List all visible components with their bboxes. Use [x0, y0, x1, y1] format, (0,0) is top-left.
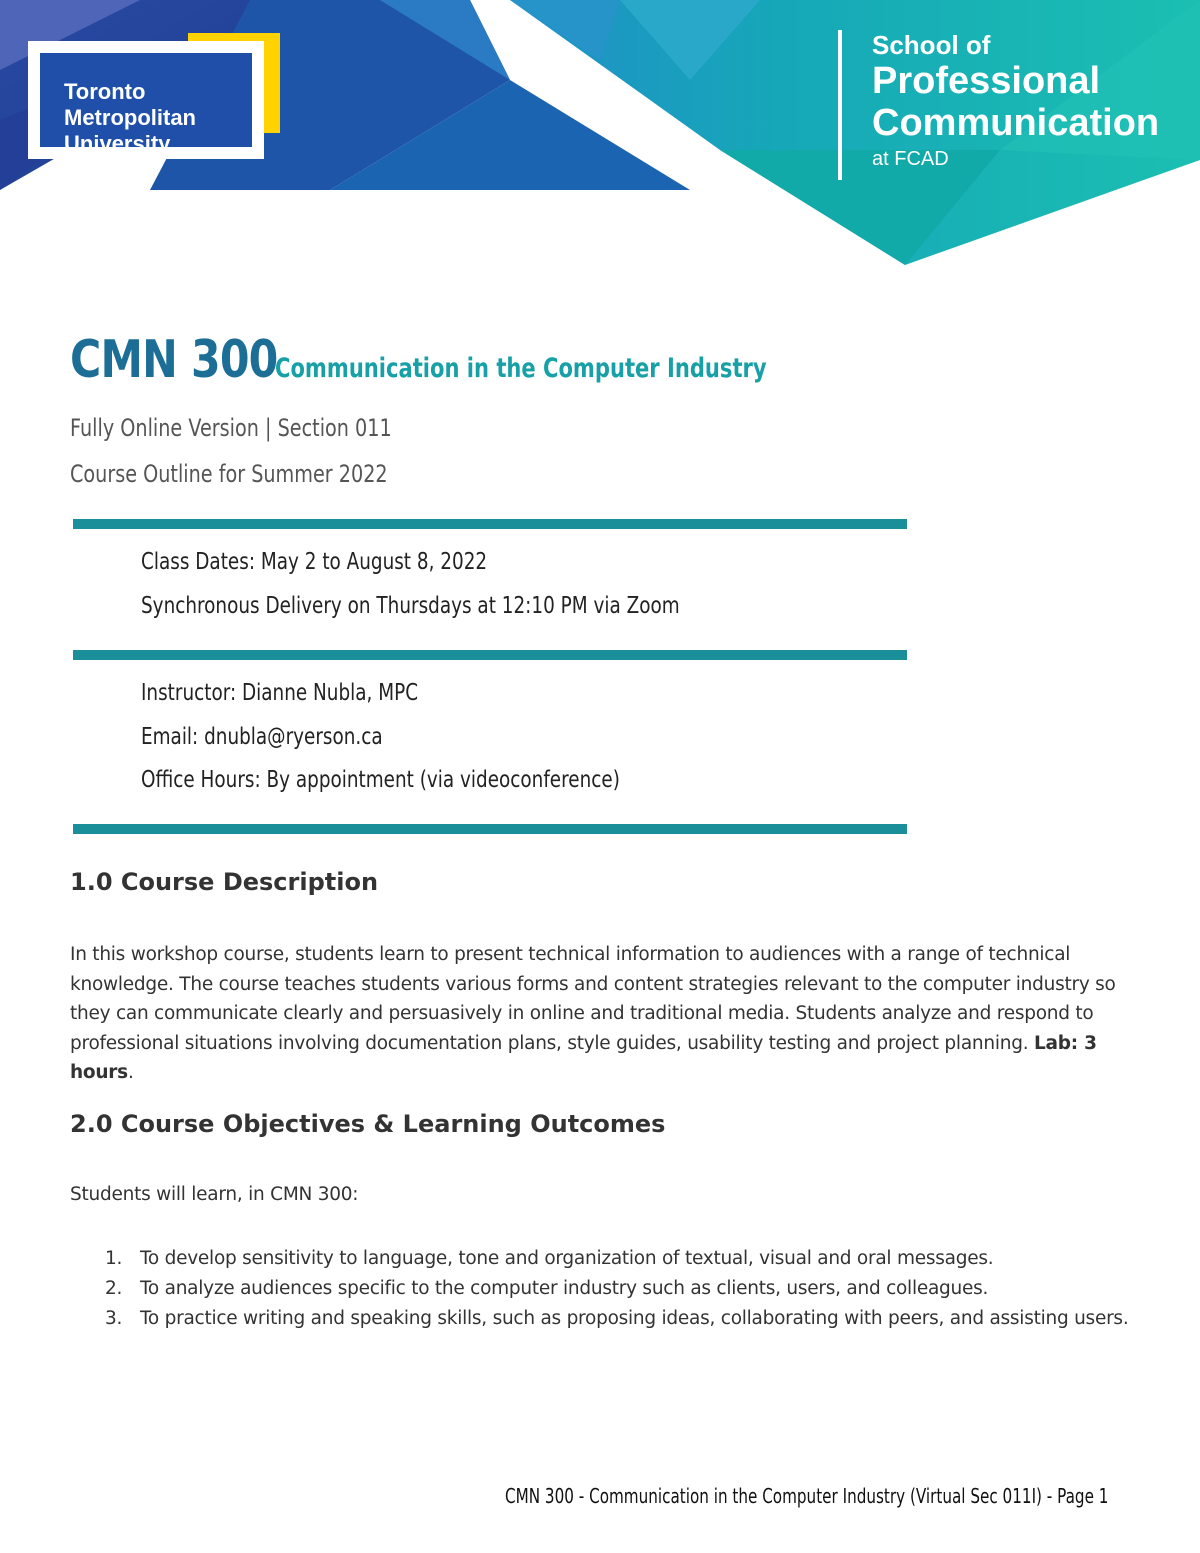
description-end: . [127, 1062, 134, 1083]
university-logo [28, 33, 254, 156]
objectives-intro: Students will learn, in CMN 300: [70, 1184, 359, 1205]
class-dates: Class Dates: May 2 to August 8, 2022 [141, 549, 488, 575]
course-outline-term: Course Outline for Summer 2022 [70, 460, 388, 488]
list-number: 1. [105, 1248, 123, 1269]
objectives-list [70, 1244, 1130, 1334]
page-footer: CMN 300 - Communication in the Computer Industry (Virtual Sec 011I) - Page 1 [505, 1484, 1109, 1508]
school-line: Professional [872, 60, 1101, 102]
logo-line: University [64, 131, 171, 156]
divider [73, 650, 907, 660]
list-item [70, 1244, 1130, 1274]
list-text: To analyze audiences specific to the computer industry such as clients, users, and colleagues. [140, 1278, 989, 1299]
logo-line: Toronto [64, 79, 146, 104]
page-title [70, 330, 905, 390]
school-line: Communication [872, 102, 1160, 144]
delivery-info: Synchronous Delivery on Thursdays at 12:10 PM via Zoom [141, 593, 680, 619]
course-name: Communication in the Computer Industry [275, 353, 767, 384]
section-heading-objectives: 2.0 Course Objectives & Learning Outcomes [70, 1110, 666, 1138]
instructor-email: Email: dnubla@ryerson.ca [141, 724, 383, 750]
school-line: at FCAD [872, 148, 949, 170]
list-item [70, 1304, 1130, 1334]
logo-line: Metropolitan [64, 105, 196, 130]
logo-box [40, 53, 252, 156]
course-description [70, 940, 1130, 1088]
divider [73, 824, 907, 834]
section-heading-description: 1.0 Course Description [70, 868, 379, 896]
school-line: School of [872, 30, 991, 60]
list-text: To develop sensitivity to language, tone and organization of textual, visual and oral messages. [140, 1248, 994, 1269]
office-hours: Office Hours: By appointment (via videoconference) [141, 767, 620, 793]
school-name [838, 30, 1159, 180]
lab-hours: Lab: 3 hours [70, 1032, 1097, 1083]
logo-accent [264, 33, 280, 133]
course-version: Fully Online Version | Section 011 [70, 414, 392, 442]
list-number: 3. [105, 1308, 123, 1329]
description-text: In this workshop course, students learn to present technical information to audiences with a range of technical knowledge. The course teaches students various forms and content strategies relevant to the computer industry so they can communicate clearly and persuasively in online and traditional media. Students analyze and respond to professional situations involving documentation plans, style guides, usability testing and project planning. [70, 944, 1116, 1054]
instructor-name: Instructor: Dianne Nubla, MPC [141, 680, 419, 706]
university-name [64, 79, 196, 157]
course-code: CMN 300 [70, 330, 278, 390]
list-text: To practice writing and speaking skills, such as proposing ideas, collaborating with peers, and assisting users. [140, 1308, 1129, 1329]
list-number: 2. [105, 1278, 123, 1299]
list-item [70, 1274, 1130, 1304]
divider [73, 519, 907, 529]
